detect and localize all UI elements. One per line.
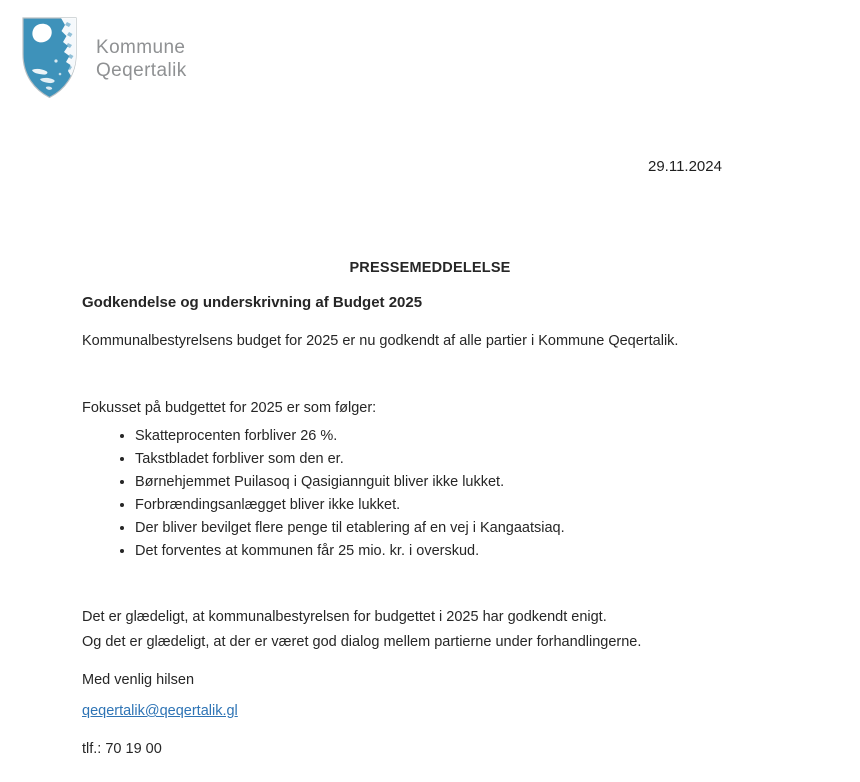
list-item: • Der bliver bevilget flere penge til etablering af en vej i Kangaatsiaq. bbox=[135, 517, 790, 540]
signoff-text: Med venlig hilsen bbox=[82, 672, 195, 688]
contact-email-line bbox=[82, 703, 238, 719]
list-item: • Takstbladet forbliver som den er. bbox=[135, 448, 790, 471]
closing-paragraph bbox=[82, 605, 790, 655]
list-item: • Det forventes at kommunen får 25 mio. kr. i overskud. bbox=[135, 540, 790, 563]
closing-line: Og det er glædeligt, at der er været god dialog mellem partierne under forhandlingerne. bbox=[82, 634, 642, 650]
list-item: • Børnehjemmet Puilasoq i Qasigiannguit bliver ikke lukket. bbox=[135, 471, 790, 494]
document-heading: Godkendelse og underskrivning af Budget 2025 bbox=[82, 294, 423, 311]
focus-lead-paragraph: Fokusset på budgettet for 2025 er som følger: bbox=[82, 400, 377, 416]
email-link[interactable]: qeqertalik@qeqertalik.gl bbox=[82, 703, 238, 719]
closing-line: Det er glædeligt, at kommunalbestyrelsen for budgettet i 2025 har godkendt enigt. bbox=[82, 609, 607, 625]
list-item: • Skatteprocenten forbliver 26 %. bbox=[135, 425, 790, 448]
logo-org-name bbox=[96, 36, 187, 100]
logo-org-name-line1: Kommune bbox=[96, 37, 186, 58]
intro-paragraph: Kommunalbestyrelsens budget for 2025 er nu godkendt af alle partier i Kommune Qeqertalik. bbox=[82, 333, 679, 349]
budget-focus-list bbox=[82, 425, 790, 563]
press-release-title: PRESSEMEDDELELSE bbox=[349, 260, 511, 276]
logo-org-name-line2: Qeqertalik bbox=[96, 60, 187, 81]
document-date: 29.11.2024 bbox=[648, 158, 722, 175]
kommune-qeqertalik-logo bbox=[20, 16, 280, 100]
list-item: • Forbrændingsanlægget bliver ikke lukket. bbox=[135, 494, 790, 517]
phone-number: tlf.: 70 19 00 bbox=[82, 741, 162, 757]
greenland-map-shield-icon bbox=[20, 16, 79, 100]
